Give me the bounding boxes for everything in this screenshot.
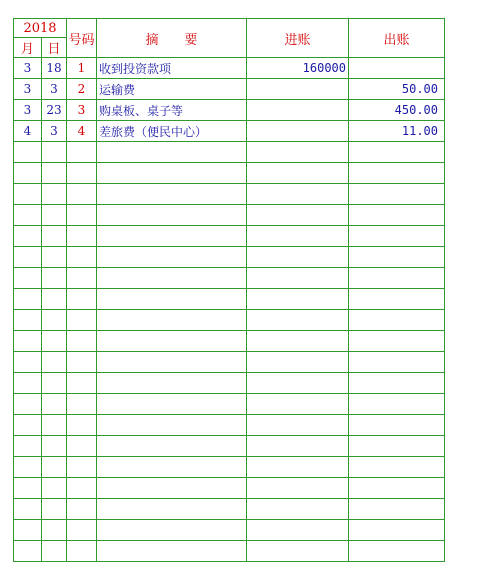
empty-cell (14, 541, 42, 562)
debit-cell (247, 121, 349, 142)
empty-cell (349, 142, 445, 163)
empty-cell (42, 457, 67, 478)
empty-cell (14, 331, 42, 352)
voucher-number-cell: 3 (67, 100, 97, 121)
empty-cell (247, 268, 349, 289)
empty-cell (14, 205, 42, 226)
empty-cell (42, 415, 67, 436)
empty-cell (42, 541, 67, 562)
empty-row (14, 457, 445, 478)
empty-cell (349, 436, 445, 457)
empty-row (14, 520, 445, 541)
credit-cell: 450.00 (349, 100, 445, 121)
empty-row (14, 331, 445, 352)
month-cell: 3 (14, 58, 42, 79)
empty-cell (14, 394, 42, 415)
empty-cell (349, 184, 445, 205)
empty-cell (67, 541, 97, 562)
empty-cell (247, 373, 349, 394)
empty-cell (247, 205, 349, 226)
empty-cell (67, 415, 97, 436)
empty-cell (14, 415, 42, 436)
empty-cell (42, 478, 67, 499)
table-row (14, 121, 445, 142)
empty-cell (42, 247, 67, 268)
empty-cell (67, 331, 97, 352)
empty-cell (97, 268, 247, 289)
empty-cell (42, 226, 67, 247)
empty-cell (349, 331, 445, 352)
empty-cell (14, 457, 42, 478)
empty-cell (247, 541, 349, 562)
empty-cell (247, 352, 349, 373)
credit-header: 出账 (349, 19, 445, 58)
empty-cell (97, 373, 247, 394)
empty-cell (349, 541, 445, 562)
empty-row (14, 247, 445, 268)
empty-cell (97, 457, 247, 478)
empty-cell (247, 289, 349, 310)
empty-cell (97, 247, 247, 268)
ledger-table (13, 18, 445, 562)
empty-cell (67, 520, 97, 541)
empty-cell (67, 268, 97, 289)
empty-cell (42, 394, 67, 415)
empty-cell (67, 310, 97, 331)
debit-cell (247, 79, 349, 100)
empty-cell (247, 394, 349, 415)
empty-cell (97, 163, 247, 184)
table-row (14, 58, 445, 79)
empty-cell (67, 373, 97, 394)
empty-cell (67, 289, 97, 310)
empty-cell (247, 415, 349, 436)
empty-cell (349, 163, 445, 184)
month-header: 月 (14, 38, 42, 58)
empty-row (14, 205, 445, 226)
day-cell: 18 (42, 58, 67, 79)
empty-cell (349, 226, 445, 247)
empty-cell (349, 394, 445, 415)
ledger-body (14, 58, 445, 562)
empty-cell (14, 226, 42, 247)
empty-cell (247, 499, 349, 520)
empty-cell (349, 520, 445, 541)
voucher-number-cell: 1 (67, 58, 97, 79)
summary-cell: 差旅费（便民中心） (97, 121, 247, 142)
empty-cell (247, 184, 349, 205)
empty-cell (97, 184, 247, 205)
empty-cell (14, 289, 42, 310)
empty-cell (42, 373, 67, 394)
empty-cell (97, 520, 247, 541)
empty-cell (42, 436, 67, 457)
empty-cell (97, 499, 247, 520)
empty-cell (42, 142, 67, 163)
credit-cell: 50.00 (349, 79, 445, 100)
empty-cell (247, 331, 349, 352)
day-cell: 3 (42, 79, 67, 100)
summary-cell: 收到投资款项 (97, 58, 247, 79)
empty-cell (349, 415, 445, 436)
empty-cell (247, 247, 349, 268)
empty-cell (97, 394, 247, 415)
empty-cell (14, 436, 42, 457)
empty-cell (14, 268, 42, 289)
empty-cell (247, 142, 349, 163)
empty-cell (97, 415, 247, 436)
empty-cell (97, 205, 247, 226)
empty-cell (349, 373, 445, 394)
empty-cell (247, 226, 349, 247)
credit-cell (349, 58, 445, 79)
month-cell: 3 (14, 100, 42, 121)
credit-cell: 11.00 (349, 121, 445, 142)
empty-cell (349, 205, 445, 226)
month-cell: 4 (14, 121, 42, 142)
empty-cell (67, 436, 97, 457)
empty-cell (14, 478, 42, 499)
empty-cell (97, 478, 247, 499)
empty-cell (67, 226, 97, 247)
summary-cell: 运输费 (97, 79, 247, 100)
empty-cell (97, 352, 247, 373)
empty-cell (67, 247, 97, 268)
empty-cell (97, 142, 247, 163)
empty-cell (97, 226, 247, 247)
empty-cell (42, 184, 67, 205)
empty-row (14, 499, 445, 520)
empty-cell (349, 289, 445, 310)
empty-cell (14, 142, 42, 163)
empty-cell (97, 436, 247, 457)
empty-row (14, 184, 445, 205)
empty-row (14, 268, 445, 289)
month-cell: 3 (14, 79, 42, 100)
empty-cell (14, 247, 42, 268)
empty-cell (247, 436, 349, 457)
empty-cell (42, 520, 67, 541)
empty-cell (97, 310, 247, 331)
table-row (14, 100, 445, 121)
voucher-number-header: 号码 (67, 19, 97, 58)
debit-cell: 160000 (247, 58, 349, 79)
empty-cell (42, 331, 67, 352)
empty-cell (14, 499, 42, 520)
empty-cell (67, 457, 97, 478)
empty-row (14, 373, 445, 394)
empty-cell (349, 457, 445, 478)
empty-cell (42, 268, 67, 289)
table-row (14, 79, 445, 100)
empty-row (14, 163, 445, 184)
empty-cell (14, 310, 42, 331)
empty-row (14, 289, 445, 310)
voucher-number-cell: 4 (67, 121, 97, 142)
empty-cell (14, 352, 42, 373)
empty-cell (349, 268, 445, 289)
empty-cell (247, 310, 349, 331)
empty-cell (97, 541, 247, 562)
empty-cell (42, 499, 67, 520)
empty-cell (67, 163, 97, 184)
empty-cell (97, 331, 247, 352)
empty-cell (42, 163, 67, 184)
empty-cell (97, 289, 247, 310)
day-cell: 23 (42, 100, 67, 121)
empty-cell (349, 247, 445, 268)
empty-cell (42, 352, 67, 373)
empty-cell (67, 142, 97, 163)
empty-cell (247, 520, 349, 541)
empty-cell (247, 478, 349, 499)
voucher-number-cell: 2 (67, 79, 97, 100)
empty-cell (247, 457, 349, 478)
summary-cell: 购桌板、桌子等 (97, 100, 247, 121)
empty-cell (349, 478, 445, 499)
empty-row (14, 310, 445, 331)
empty-row (14, 415, 445, 436)
day-cell: 3 (42, 121, 67, 142)
empty-cell (14, 184, 42, 205)
empty-row (14, 541, 445, 562)
empty-cell (349, 352, 445, 373)
empty-cell (67, 394, 97, 415)
empty-row (14, 226, 445, 247)
empty-cell (349, 310, 445, 331)
empty-row (14, 142, 445, 163)
empty-row (14, 352, 445, 373)
empty-cell (14, 520, 42, 541)
empty-cell (349, 499, 445, 520)
empty-cell (42, 205, 67, 226)
debit-header: 进账 (247, 19, 349, 58)
empty-cell (67, 499, 97, 520)
empty-cell (42, 310, 67, 331)
empty-cell (42, 289, 67, 310)
empty-cell (247, 163, 349, 184)
empty-cell (67, 205, 97, 226)
empty-cell (67, 478, 97, 499)
debit-cell (247, 100, 349, 121)
empty-row (14, 394, 445, 415)
empty-cell (14, 373, 42, 394)
empty-cell (14, 163, 42, 184)
year-header: 2018 (14, 19, 67, 38)
summary-header: 摘 要 (97, 19, 247, 58)
empty-cell (67, 184, 97, 205)
day-header: 日 (42, 38, 67, 58)
empty-cell (67, 352, 97, 373)
empty-row (14, 478, 445, 499)
empty-row (14, 436, 445, 457)
